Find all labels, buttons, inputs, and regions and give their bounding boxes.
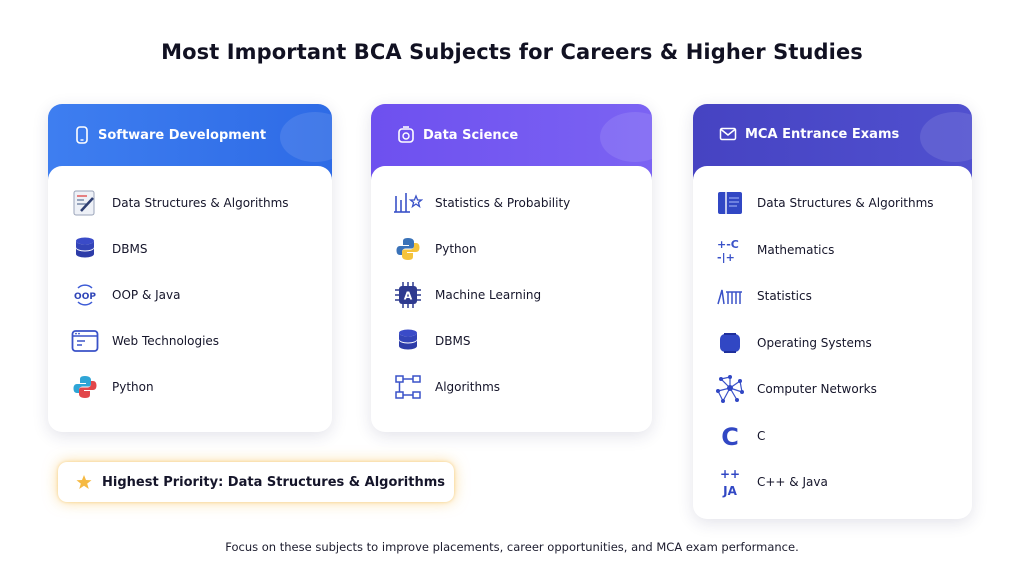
software-development-card <box>48 104 332 432</box>
c-letter-icon <box>715 421 745 451</box>
svg-text:+-C: +-C <box>717 237 739 251</box>
svg-text:A: A <box>403 289 413 303</box>
mail-icon <box>719 126 737 142</box>
data-science-card <box>371 104 652 432</box>
svg-text:JA: JA <box>723 484 737 499</box>
database-icon <box>393 326 423 356</box>
list-item <box>393 180 652 226</box>
mobile-icon <box>74 126 90 144</box>
card-title: Software Development <box>98 127 267 143</box>
item-label: DBMS <box>112 242 148 256</box>
item-label: Data Structures & Algorithms <box>757 196 934 211</box>
item-label: Algorithms <box>435 380 501 394</box>
book-icon <box>715 188 745 218</box>
item-label: Python <box>435 242 477 256</box>
oop-icon <box>70 280 100 310</box>
python-logo-icon <box>70 372 100 402</box>
database-icon <box>70 234 100 264</box>
item-label: Statistics <box>757 289 812 304</box>
item-label: Python <box>112 380 154 394</box>
item-label: DBMS <box>435 334 471 348</box>
list-item <box>715 459 972 506</box>
item-label: OOP & Java <box>112 288 181 302</box>
card-body <box>48 166 332 410</box>
list-item <box>70 364 332 410</box>
server-icon <box>715 328 745 358</box>
code-editor-icon <box>70 188 100 218</box>
svg-text:OOP: OOP <box>74 292 96 302</box>
page-title: Most Important BCA Subjects for Careers & Higher Studies <box>161 40 863 64</box>
network-icon <box>715 374 745 404</box>
math-operators-icon <box>715 235 745 265</box>
item-label: Data Structures & Algorithms <box>112 196 289 210</box>
highest-priority-banner <box>58 462 454 502</box>
flowchart-icon <box>393 372 423 402</box>
python-logo-icon <box>393 234 423 264</box>
bar-chart-star-icon <box>393 188 423 218</box>
list-item <box>70 272 332 318</box>
list-item <box>715 180 972 227</box>
item-label: Operating Systems <box>757 335 872 350</box>
list-item <box>715 413 972 460</box>
item-label: C++ & Java <box>757 475 828 490</box>
item-label: Computer Networks <box>757 382 877 397</box>
list-item <box>70 180 332 226</box>
priority-label: Highest Priority: Data Structures & Algorithms <box>102 474 446 490</box>
item-label: Web Technologies <box>112 334 220 348</box>
mca-entrance-card <box>693 104 972 519</box>
list-item <box>393 272 652 318</box>
list-item <box>393 318 652 364</box>
browser-window-icon <box>70 326 100 356</box>
timer-icon <box>397 126 415 144</box>
bar-chart-icon <box>715 281 745 311</box>
card-title: Data Science <box>423 127 519 143</box>
item-label: Statistics & Probability <box>435 196 571 210</box>
card-body <box>371 166 652 410</box>
card-body <box>693 166 972 506</box>
list-item <box>393 364 652 410</box>
ai-chip-icon <box>393 280 423 310</box>
svg-text:C: C <box>721 422 739 449</box>
item-label: Machine Learning <box>435 288 542 302</box>
card-title: MCA Entrance Exams <box>745 126 900 142</box>
svg-text:++: ++ <box>719 467 741 482</box>
item-label: C <box>757 428 766 443</box>
list-item <box>715 366 972 413</box>
list-item <box>70 226 332 272</box>
star-icon <box>76 474 92 490</box>
list-item <box>715 273 972 320</box>
list-item <box>393 226 652 272</box>
svg-text:-|+: -|+ <box>717 250 735 263</box>
list-item <box>715 320 972 367</box>
item-label: Mathematics <box>757 242 835 257</box>
list-item <box>70 318 332 364</box>
cpp-java-icon <box>715 467 745 497</box>
footer-note: Focus on these subjects to improve placements, career opportunities, and MCA exam performance. <box>225 540 799 554</box>
list-item <box>715 227 972 274</box>
